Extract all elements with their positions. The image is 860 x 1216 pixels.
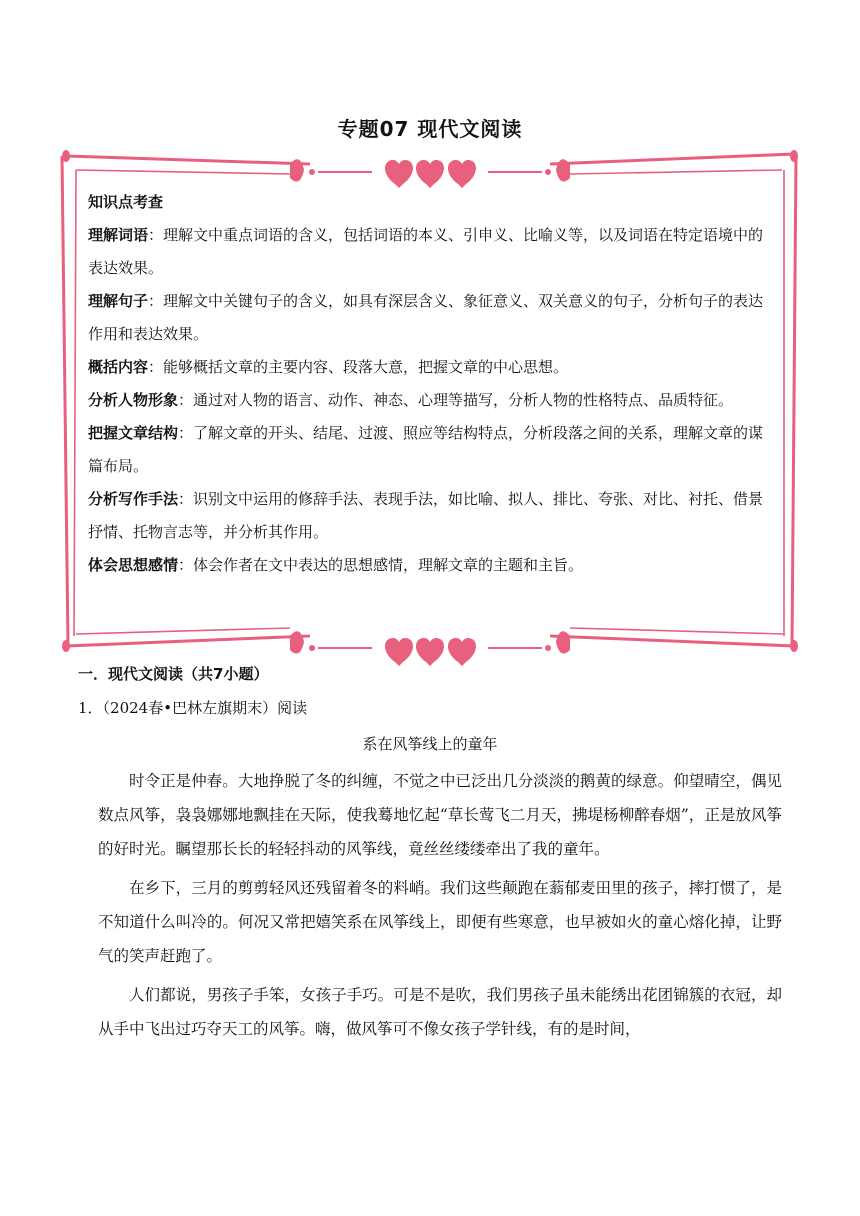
paragraph: 在乡下，三月的剪剪轻风还残留着冬的料峭。我们这些颠跑在蓊郁麦田里的孩子，摔打惯了，是不知道什么叫冷的。何况又常把嬉笑系在风筝线上，即便有些寒意，也早被如火的童心熔化掉，让野气的笑声赶跑了。: [98, 879, 782, 965]
knowledge-item: 把握文章结构：了解文章的开头、结尾、过渡、照应等结构特点，分析段落之间的关系，理解文章的谋篇布局。: [88, 424, 764, 475]
question-intro: 1．（2024春•巴林左旗期末）阅读: [78, 699, 308, 717]
section-heading: 一．现代文阅读（共7小题）: [78, 665, 269, 683]
knowledge-item: 体会思想感情：体会作者在文中表达的思想感情，理解文章的主题和主旨。: [88, 556, 584, 574]
article-title: 系在风筝线上的童年: [362, 735, 498, 753]
knowledge-item: 概括内容：能够概括文章的主要内容、段落大意，把握文章的中心思想。: [88, 358, 569, 376]
knowledge-item: 理解句子：理解文中关键句子的含义，如具有深层含义、象征意义、双关意义的句子，分析句子的表达作用和表达效果。: [88, 292, 764, 343]
knowledge-item: 分析写作手法：识别文中运用的修辞手法、表现手法，如比喻、拟人、排比、夸张、对比、衬托、借景抒情、托物言志等，并分析其作用。: [88, 490, 764, 541]
paragraph: 人们都说，男孩子手笨，女孩子手巧。可是不是吹，我们男孩子虽未能绣出花团锦簇的衣冠，却从手中飞出过巧夺天工的风筝。嗨，做风筝可不像女孩子学针线，有的是时间，: [98, 986, 782, 1038]
knowledge-points: [88, 186, 768, 582]
article-body: [98, 764, 782, 1051]
knowledge-item: 分析人物形象：通过对人物的语言、动作、神态、心理等描写，分析人物的性格特点、品质特征。: [88, 391, 734, 409]
knowledge-heading: 知识点考查: [88, 193, 164, 211]
paragraph: 时令正是仲春。大地挣脱了冬的纠缠，不觉之中已泛出几分淡淡的鹅黄的绿意。仰望晴空，偶见数点风筝，袅袅娜娜地飘挂在天际，使我蓦地忆起“草长莺飞二月天，拂堤杨柳醉春烟”，正是放风筝的好时光。瞩望那长长的轻轻抖动的风筝线，竟丝丝缕缕牵出了我的童年。: [98, 772, 782, 858]
knowledge-item: 理解词语：理解文中重点词语的含义，包括词语的本义、引申义、比喻义等，以及词语在特定语境中的表达效果。: [88, 226, 764, 277]
document-title: 专题07 现代文阅读: [337, 117, 523, 141]
